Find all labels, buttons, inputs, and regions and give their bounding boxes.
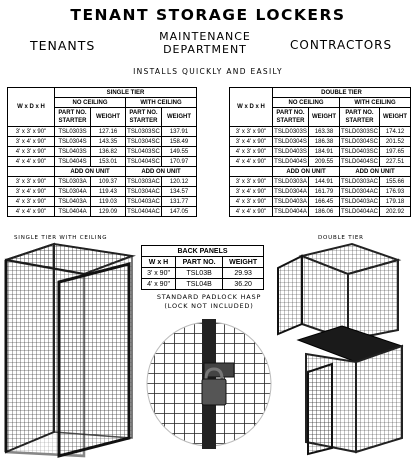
table-cell: 186.38: [309, 137, 340, 147]
table-cell: 3' x 3' x 90": [8, 177, 55, 187]
table-row: [230, 187, 411, 197]
table-row: [230, 197, 411, 207]
table-cell: TSLD0304S: [274, 138, 307, 145]
table-cell: TSLD0404SC: [340, 158, 379, 165]
table-row: [8, 187, 197, 197]
col-header: WEIGHT: [223, 257, 264, 268]
table-cell: 170.97: [162, 157, 197, 167]
table-cell: 4' x 4' x 90": [8, 207, 55, 217]
no-ceiling-header: NO CEILING: [273, 98, 340, 108]
table-row: [230, 157, 411, 167]
table-cell: TSL0304SC: [127, 138, 160, 145]
single-tier-locker-image: [4, 242, 142, 460]
table-cell: TSL0404A: [55, 207, 91, 217]
size-header: W x D x H: [230, 88, 273, 127]
table-row: [8, 127, 197, 137]
col-header: W x H: [142, 257, 176, 268]
table-cell: 166.45: [309, 197, 340, 207]
table-row: [8, 197, 197, 207]
table-cell: 186.06: [309, 207, 340, 217]
back-panels-title: BACK PANELS: [142, 246, 264, 257]
table-cell: TSLD0303SC: [340, 128, 379, 135]
table-cell: 129.09: [91, 207, 126, 217]
add-on-header: ADD ON UNIT: [126, 167, 197, 177]
table-cell: TSLD0303AC: [340, 178, 379, 185]
table-row: [142, 268, 264, 279]
table-cell: 119.03: [91, 197, 126, 207]
table-cell: 3' x 4' x 90": [230, 137, 273, 147]
table-cell: TSL0303AC: [127, 178, 160, 185]
table-cell: TSL0403SC: [127, 148, 160, 155]
table-cell: TSL0403AC: [127, 198, 160, 205]
table-row: [230, 137, 411, 147]
header-tenants: TENANTS: [30, 38, 96, 53]
header-contractors: CONTRACTORS: [290, 38, 393, 52]
table-cell: TSL0403A: [55, 197, 91, 207]
table-cell: TSL0304S: [55, 137, 91, 147]
hasp-caption-line2: (LOCK NOT INCLUDED): [164, 302, 254, 310]
table-cell: TSL0303SC: [127, 128, 160, 135]
table-cell: 3' x 3' x 90": [230, 127, 273, 137]
table-cell: 3' x 4' x 90": [8, 187, 55, 197]
table-cell: TSLD0404AC: [340, 208, 379, 215]
table-cell: 4' x 3' x 90": [8, 147, 55, 157]
table-cell: 4' x 3' x 90": [230, 197, 273, 207]
table-cell: TSL0304AC: [127, 188, 160, 195]
table-cell: TSLD0304A: [274, 188, 307, 195]
table-row: [8, 137, 197, 147]
part-no-header: PART NO. STARTER: [339, 108, 379, 127]
table-row: [230, 207, 411, 217]
table-cell: TSLD0403AC: [340, 198, 379, 205]
table-cell: 136.82: [91, 147, 126, 157]
table-cell: 4' x 3' x 90": [8, 197, 55, 207]
table-cell: 3' x 90": [142, 268, 176, 279]
weight-header: WEIGHT: [162, 108, 197, 127]
with-ceiling-header: WITH CEILING: [126, 98, 197, 108]
table-cell: TSL03B: [176, 268, 223, 279]
add-on-header: ADD ON UNIT: [273, 167, 340, 177]
table-cell: 4' x 4' x 90": [230, 157, 273, 167]
table-cell: 4' x 90": [142, 279, 176, 290]
table-cell: 202.92: [380, 207, 411, 217]
table-cell: 4' x 3' x 90": [230, 147, 273, 157]
table-cell: 161.79: [309, 187, 340, 197]
table-cell: 209.55: [309, 157, 340, 167]
padlock-hasp-image: [144, 313, 274, 455]
table-cell: 109.37: [91, 177, 126, 187]
table-cell: 134.57: [162, 187, 197, 197]
back-panels-table: [141, 245, 264, 290]
table-cell: 3' x 3' x 90": [230, 177, 273, 187]
hasp-caption-line1: STANDARD PADLOCK HASP: [156, 293, 262, 301]
table-row: [230, 127, 411, 137]
table-cell: TSLD0304SC: [340, 138, 379, 145]
page-title: TENANT STORAGE LOCKERS: [70, 6, 346, 24]
double-tier-caption: DOUBLE TIER: [318, 235, 364, 241]
table-title: DOUBLE TIER: [273, 88, 411, 98]
table-cell: 158.49: [162, 137, 197, 147]
table-cell: TSLD0404S: [274, 158, 307, 165]
table-cell: 163.38: [309, 127, 340, 137]
table-cell: TSLD0403SC: [340, 148, 379, 155]
with-ceiling-header: WITH CEILING: [339, 98, 410, 108]
double-tier-locker-image: [272, 242, 412, 460]
table-cell: TSLD0303A: [274, 178, 307, 185]
header-maintenance: [150, 30, 260, 56]
table-cell: 120.12: [162, 177, 197, 187]
table-cell: TSL0404S: [55, 157, 91, 167]
table-cell: 144.91: [309, 177, 340, 187]
table-cell: 153.01: [91, 157, 126, 167]
table-cell: 149.55: [162, 147, 197, 157]
table-cell: 119.43: [91, 187, 126, 197]
table-title: SINGLE TIER: [55, 88, 197, 98]
table-cell: 4' x 4' x 90": [230, 207, 273, 217]
table-cell: 3' x 4' x 90": [8, 137, 55, 147]
table-cell: 143.35: [91, 137, 126, 147]
table-row: [8, 157, 197, 167]
table-cell: 127.16: [91, 127, 126, 137]
table-cell: TSLD0304AC: [340, 188, 379, 195]
table-cell: 137.91: [162, 127, 197, 137]
table-cell: 131.77: [162, 197, 197, 207]
table-row: [142, 279, 264, 290]
table-cell: 197.65: [380, 147, 411, 157]
table-cell: 179.18: [380, 197, 411, 207]
table-cell: TSL0403S: [55, 147, 91, 157]
table-cell: TSLD0404A: [274, 208, 307, 215]
table-cell: 176.93: [380, 187, 411, 197]
header-maintenance-line1: MAINTENANCE: [159, 30, 251, 43]
add-on-header: ADD ON UNIT: [339, 167, 410, 177]
table-row: [8, 207, 197, 217]
table-cell: 3' x 3' x 90": [8, 127, 55, 137]
padlock-hasp-caption: [144, 293, 274, 311]
single-tier-table: [7, 87, 197, 217]
table-cell: TSL0404SC: [127, 158, 160, 165]
part-no-header: PART NO. STARTER: [273, 108, 309, 127]
table-row: [230, 177, 411, 187]
table-cell: TSL0404AC: [127, 208, 160, 215]
weight-header: WEIGHT: [380, 108, 411, 127]
weight-header: WEIGHT: [91, 108, 126, 127]
part-no-header: PART NO. STARTER: [126, 108, 162, 127]
table-cell: 155.66: [380, 177, 411, 187]
add-on-header: ADD ON UNIT: [55, 167, 126, 177]
table-cell: 29.93: [223, 268, 264, 279]
subtitle: INSTALLS QUICKLY AND EASILY: [133, 67, 283, 76]
table-cell: 147.05: [162, 207, 197, 217]
table-cell: TSL0303A: [55, 177, 91, 187]
table-cell: TSL04B: [176, 279, 223, 290]
table-cell: 4' x 4' x 90": [8, 157, 55, 167]
table-cell: 174.12: [380, 127, 411, 137]
table-cell: TSLD0403S: [274, 148, 307, 155]
table-row: [8, 177, 197, 187]
part-no-header: PART NO. STARTER: [55, 108, 91, 127]
size-header: W x D x H: [8, 88, 55, 127]
table-cell: 36.20: [223, 279, 264, 290]
table-cell: 184.91: [309, 147, 340, 157]
header-maintenance-line2: DEPARTMENT: [163, 43, 247, 56]
no-ceiling-header: NO CEILING: [55, 98, 126, 108]
table-cell: TSLD0403A: [274, 198, 307, 205]
table-row: [8, 147, 197, 157]
table-cell: 201.52: [380, 137, 411, 147]
table-cell: TSL0304A: [55, 187, 91, 197]
table-row: [230, 147, 411, 157]
col-header: PART NO.: [176, 257, 223, 268]
table-cell: TSLD0303S: [274, 128, 307, 135]
weight-header: WEIGHT: [309, 108, 340, 127]
table-cell: TSL0303S: [55, 127, 91, 137]
table-cell: 3' x 4' x 90": [230, 187, 273, 197]
table-cell: 227.51: [380, 157, 411, 167]
double-tier-table: [229, 87, 411, 217]
single-tier-caption: SINGLE TIER WITH CEILING: [14, 235, 108, 241]
